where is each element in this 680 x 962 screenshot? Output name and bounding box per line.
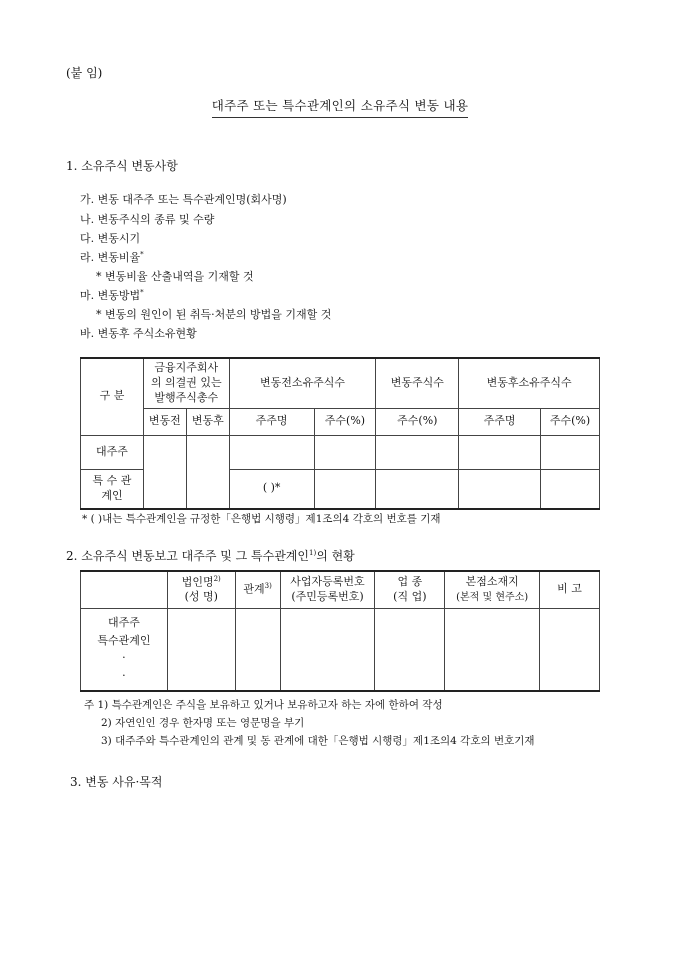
- section1-note-ra: * 변동비율 산출내역을 기재할 것: [96, 270, 254, 283]
- table1-cell: [229, 435, 314, 469]
- table2-row-dot: ·: [122, 651, 126, 665]
- table1-cell: [314, 435, 376, 469]
- table1-row-related: 특 수 관계인: [81, 469, 144, 509]
- table2-note-2: 2) 자연인인 경우 한자명 또는 영문명을 부기: [101, 717, 305, 729]
- table2-cell: [167, 608, 235, 691]
- table2-header-regno: 사업자등록번호 (주민등록번호): [280, 571, 375, 608]
- table1-sub-after: 변동후: [186, 408, 229, 435]
- table1-header-before-total: 변동전소유주식수: [229, 358, 376, 408]
- table1-cell: [541, 435, 600, 469]
- table2-header-name: 법인명$^{2)}$ (성 명): [167, 571, 235, 608]
- table2-row-labels: [81, 608, 168, 691]
- table1-paren-cell: ( )*: [229, 469, 314, 509]
- table2-note-1: 주 1) 특수관계인은 주식을 보유하고 있거나 보유하고자 하는 자에 한하여 작성: [84, 699, 443, 711]
- section1-item-da: 다. 변동시기: [80, 232, 141, 245]
- section1-item-ma: 마. 변동방법*: [80, 288, 144, 302]
- table1-header-change: 변동주식수: [376, 358, 459, 408]
- table1-header-fin-holding: 금융지주회사의 의결권 있는 발행주식총수: [143, 358, 229, 408]
- table1-sub-before: 변동전: [143, 408, 186, 435]
- table1-sub-holder-name: 주주명: [229, 408, 314, 435]
- table2-header-remark: 비 고: [540, 571, 600, 608]
- table1-sub-shares-pct-after: 주수(%): [541, 408, 600, 435]
- table1-sub-shares-pct: 주수(%): [314, 408, 376, 435]
- table1-sub-holder-name-after: 주주명: [459, 408, 541, 435]
- table2-cell: [540, 608, 600, 691]
- section3-title: 3. 변동 사유·목적: [70, 775, 163, 789]
- section1-item-na: 나. 변동주식의 종류 및 수량: [80, 213, 215, 226]
- table2-note-3: 3) 대주주와 특수관계인의 관계 및 동 관계에 대한「은행법 시행령」제1조의4 각호의 번호기재: [101, 735, 535, 747]
- table2-cell: [280, 608, 375, 691]
- table1-header-after-total: 변동후소유주식수: [459, 358, 600, 408]
- section1-item-ga: 가. 변동 대주주 또는 특수관계인명(회사명): [80, 193, 287, 206]
- section1-item-ra: 라. 변동비율*: [80, 250, 144, 264]
- table2-cell: [375, 608, 445, 691]
- document-title: 대주주 또는 특수관계인의 소유주식 변동 내용: [0, 96, 680, 118]
- table2-row-related: 특수관계인: [97, 633, 151, 647]
- table2-header-address: 본점소재지 (본적 및 현주소): [445, 571, 540, 608]
- section1-title: 1. 소유주식 변동사항: [66, 159, 178, 173]
- section2-title: 2. 소유주식 변동보고 대주주 및 그 특수관계인$^{1)}$의 현황: [66, 549, 355, 563]
- table1-cell: [186, 435, 229, 509]
- table1-sub-change-pct: 주수(%): [376, 408, 459, 435]
- table1-row-major: 대주주: [81, 435, 144, 469]
- table1-cell: [376, 435, 459, 469]
- table2-cell: [235, 608, 280, 691]
- table1-footnote: * ( )내는 특수관계인을 규정한「은행법 시행령」제1조의4 각호의 번호를 기재: [82, 513, 441, 525]
- table1-cell: [314, 469, 376, 509]
- table2-header-industry: 업 종 (직 업): [375, 571, 445, 608]
- table1-cell: [459, 469, 541, 509]
- table1-cell: [376, 469, 459, 509]
- holdings-table: [80, 357, 600, 510]
- related-parties-table: [80, 570, 600, 692]
- table1-header-gubun: 구 분: [81, 358, 144, 435]
- attachment-label: (붙 임): [66, 66, 103, 80]
- table1-cell: [143, 435, 186, 509]
- section1-item-ba: 바. 변동후 주식소유현황: [80, 327, 197, 340]
- table2-header-relation: 관계$^{3)}$: [235, 571, 280, 608]
- table2-cell: [445, 608, 540, 691]
- table2-row-major: 대주주: [107, 616, 140, 630]
- table1-cell: [541, 469, 600, 509]
- table1-cell: [459, 435, 541, 469]
- table2-row-dot: ·: [122, 668, 126, 682]
- section1-note-ma: * 변동의 원인이 된 취득·처분의 방법을 기재할 것: [96, 308, 332, 321]
- table2-header-blank: [81, 571, 168, 608]
